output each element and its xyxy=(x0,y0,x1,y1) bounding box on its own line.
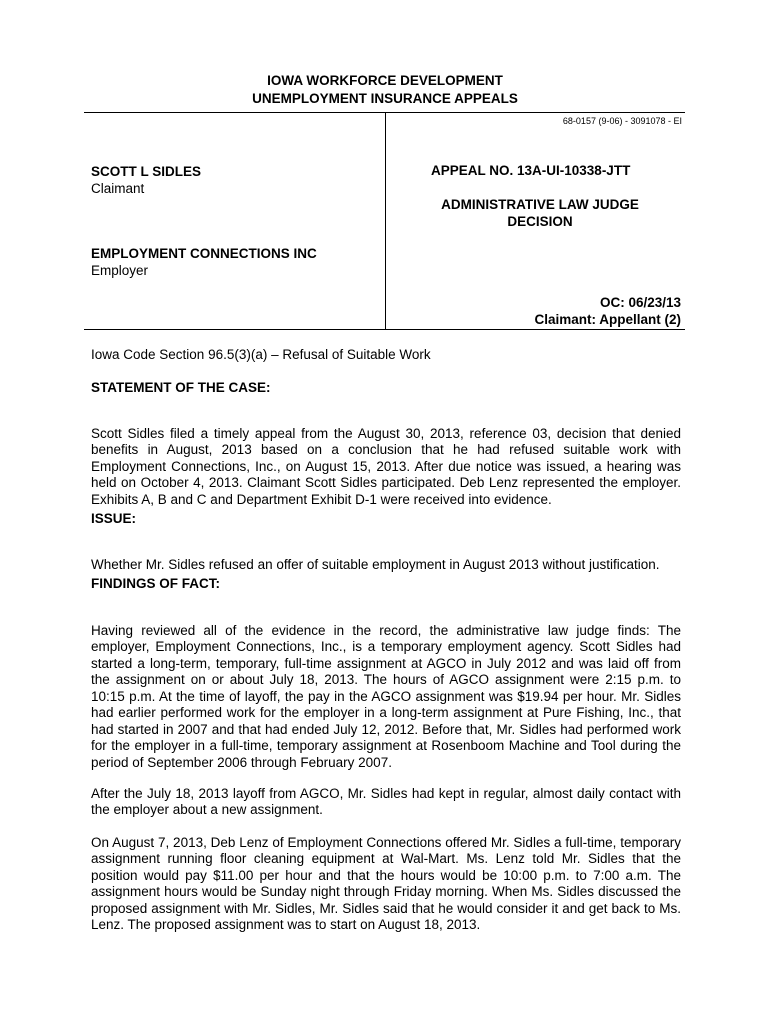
appellant-status: Claimant: Appellant (2) xyxy=(534,312,681,327)
decision-title-line1: ADMINISTRATIVE LAW JUDGE xyxy=(441,197,639,212)
issue-text: Whether Mr. Sidles refused an offer of suitable employment in August 2013 without justification. xyxy=(91,556,660,572)
decision-title xyxy=(405,196,675,230)
statement-heading: STATEMENT OF THE CASE: xyxy=(91,380,271,395)
findings-heading: FINDINGS OF FACT: xyxy=(91,576,220,591)
code-section: Iowa Code Section 96.5(3)(a) – Refusal of Suitable Work xyxy=(91,347,431,362)
claimant-block xyxy=(91,163,201,197)
header-rule-bottom xyxy=(84,329,685,330)
appeal-number: APPEAL NO. 13A-UI-10338-JTT xyxy=(431,163,631,178)
findings-paragraph-2: After the July 18, 2013 layoff from AGCO, Mr. Sidles had kept in regular, almost daily contact with the employer about a new assignment. xyxy=(91,785,681,817)
findings-paragraph-3: On August 7, 2013, Deb Lenz of Employment Connections offered Mr. Sidles a full-time, temporary assignment running floor cleaning equipment at Wal-Mart. Ms. Lenz told Mr. Sidles that the position would pay $11.00 per hour and that the hours would be 10:00 p.m. to 7:00 a.m. The assignment hours would be Sunday night through Friday morning. When Ms. Sidles discussed the proposed assignment with Mr. Sidles, Mr. Sidles said that he would consider it and get back to Ms. Lenz. The proposed assignment was to start on August 18, 2013. xyxy=(91,834,681,932)
oc-date: OC: 06/23/13 xyxy=(599,295,681,310)
caption-divider xyxy=(385,113,386,329)
findings-paragraph-1: Having reviewed all of the evidence in the record, the administrative law judge finds: The employer, Employment Connections, Inc., is a temporary employment agency. Scott Sidles had started a long-term, temporary, full-time assignment at AGCO in July 2012 and was laid off from the assignment on or about July 18, 2013. The hours of AGCO assignment were 2:15 p.m. to 10:15 p.m. At the time of layoff, the pay in the AGCO assignment was $19.94 per hour. Mr. Sidles had earlier performed work for the employer in a long-term assignment at Pure Fishing, Inc., that had started in 2007 and that had ended July 12, 2012. Before that, Mr. Sidles had performed work for the employer in a full-time, temporary assignment at Rosenboom Machine and Tool during the period of September 2006 through February 2007. xyxy=(91,622,681,770)
decision-title-line2: DECISION xyxy=(507,214,573,229)
statement-text: Scott Sidles filed a timely appeal from the August 30, 2013, reference 03, decision that denied benefits in August, 2013 based on a conclusion that he had refused suitable work with Employment Connections, Inc., on August 15, 2013. After due notice was issued, a hearing was held on October 4, 2013. Claimant Scott Sidles participated. Deb Lenz represented the employer. Exhibits A, B and C and Department Exhibit D-1 were received into evidence. xyxy=(91,425,681,507)
form-number: 68-0157 (9-06) - 3091078 - EI xyxy=(562,116,682,126)
employer-block xyxy=(91,245,317,279)
agency-division: UNEMPLOYMENT INSURANCE APPEALS xyxy=(252,91,518,106)
claimant-role: Claimant xyxy=(91,181,145,196)
issue-heading: ISSUE: xyxy=(91,511,137,526)
claimant-name: SCOTT L SIDLES xyxy=(91,164,202,179)
employer-role: Employer xyxy=(91,263,149,278)
agency-name: IOWA WORKFORCE DEVELOPMENT xyxy=(267,73,503,88)
agency-header xyxy=(0,72,770,108)
employer-name: EMPLOYMENT CONNECTIONS INC xyxy=(91,246,317,261)
oc-block xyxy=(534,294,681,328)
